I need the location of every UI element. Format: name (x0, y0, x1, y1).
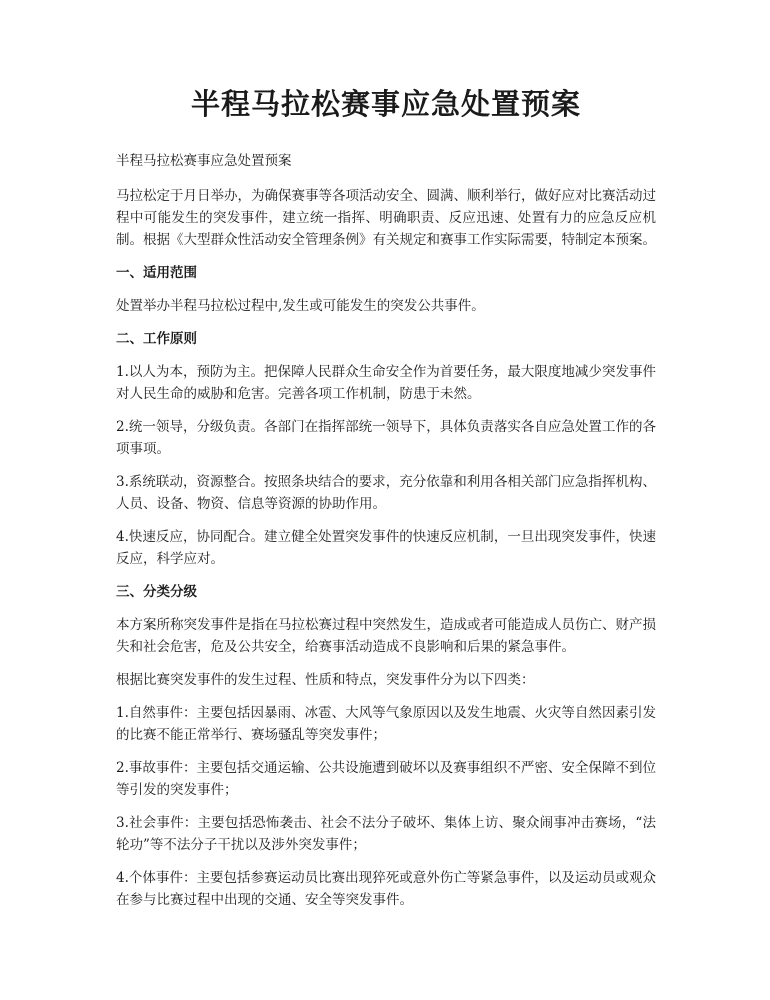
section-principles (116, 328, 656, 570)
section-paragraph: 2.统一领导，分级负责。各部门在指挥部统一领导下，具体负责落实各自应急处置工作的各项事项。 (116, 419, 656, 457)
section-heading: 二、工作原则 (116, 331, 197, 347)
section-paragraph: 1.以人为本，预防为主。把保障人民群众生命安全作为首要任务，最大限度地减少突发事件对人民生命的威胁和危害。完善各项工作机制，防患于未然。 (116, 364, 656, 402)
subtitle-line: 半程马拉松赛事应急处置预案 (116, 153, 292, 169)
section-paragraph: 根据比赛突发事件的发生过程、性质和特点，突发事件分为以下四类： (116, 672, 535, 688)
document-page (116, 84, 656, 922)
section-paragraph: 处置举办半程马拉松过程中,发生或可能发生的突发公共事件。 (116, 298, 485, 314)
section-paragraph: 2.事故事件：主要包括交通运输、公共设施遭到破坏以及赛事组织不严密、安全保障不到位等引发的突发事件； (116, 760, 656, 798)
section-scope (116, 262, 656, 317)
intro-paragraph: 马拉松定于月日举办，为确保赛事等各项活动安全、圆满、顺利举行，做好应对比赛活动过程中可能发生的突发事件，建立统一指挥、明确职责、反应迅速、处置有力的应急反应机制。根据《大型群众性活动安全管理条例》有关规定和赛事工作实际需要，特制定本预案。 (116, 188, 656, 248)
document-title: 半程马拉松赛事应急处置预案 (190, 87, 581, 121)
section-paragraph: 本方案所称突发事件是指在马拉松赛过程中突然发生，造成或者可能造成人员伤亡、财产损失和社会危害，危及公共安全，给赛事活动造成不良影响和后果的紧急事件。 (116, 617, 656, 655)
section-paragraph: 4.个体事件：主要包括参赛运动员比赛出现猝死或意外伤亡等紧急事件，以及运动员或观众在参与比赛过程中出现的交通、安全等突发事件。 (116, 870, 656, 908)
section-paragraph: 3.系统联动，资源整合。按照条块结合的要求，充分依靠和利用各相关部门应急指挥机构、人员、设备、物资、信息等资源的协助作用。 (116, 474, 656, 512)
section-heading: 三、分类分级 (116, 584, 197, 600)
section-classification (116, 581, 656, 911)
section-paragraph: 1.自然事件：主要包括因暴雨、冰雹、大风等气象原因以及发生地震、火灾等自然因素引发的比赛不能正常举行、赛场骚乱等突发事件； (116, 705, 656, 743)
section-heading: 一、适用范围 (116, 265, 197, 281)
section-paragraph: 4.快速反应，协同配合。建立健全处置突发事件的快速反应机制，一旦出现突发事件，快速反应，科学应对。 (116, 529, 656, 567)
section-paragraph: 3.社会事件：主要包括恐怖袭击、社会不法分子破坏、集体上访、聚众闹事冲击赛场，“法轮功”等不法分子干扰以及涉外突发事件； (116, 815, 656, 853)
